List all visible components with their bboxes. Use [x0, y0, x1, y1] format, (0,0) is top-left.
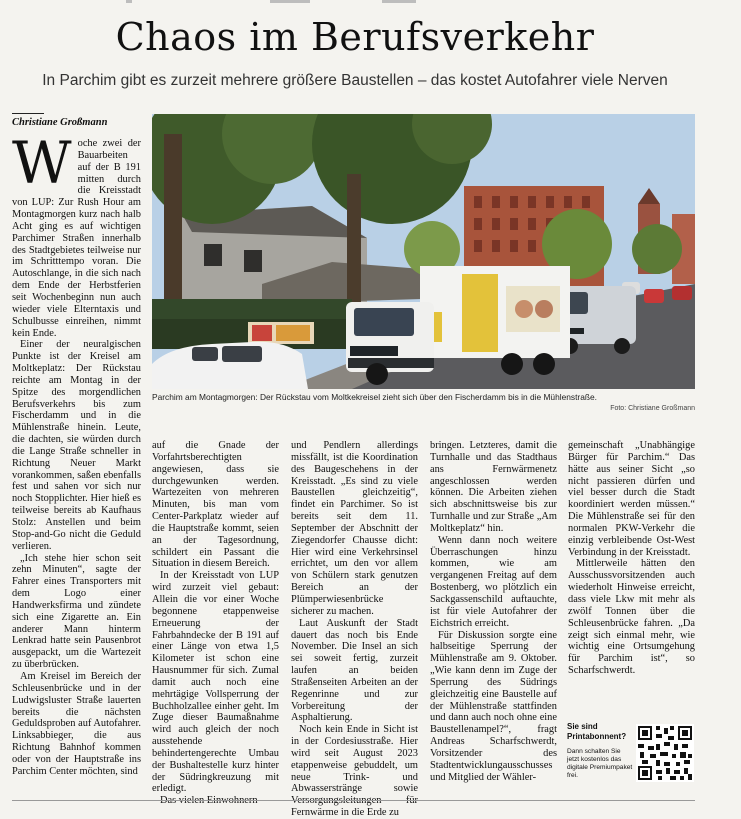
paragraph: und Pendlern allerdings missfällt, ist die Koordination des Baugeschehens in der Kreisstadt. „Es sind zu viele Baustellen gleichzeitig“, findet ein Parchimer. So ist bereits seit dem 11. September der Abschnitt der Ziegendorfer Chausse dicht: Hier wird eine Verkehrsinsel errichtet, um den vor allem von Schülern stark genutzen Bereich an der Plümperwiesenbrücke sicherer zu machen. — [291, 440, 418, 617]
paragraph: Noch kein Ende in Sicht ist in der Cordesiusstraße. Hier wird seit August 2023 etappenweise gebuddelt, um neue Trink- und Abwasserstränge sowie Versorgungsleitungen für Fernwärme in die Erde zu — [291, 724, 418, 819]
article-column-4 — [430, 440, 557, 790]
top-edge-marks — [0, 0, 741, 8]
paragraph: Einer der neuralgischen Punkte ist der Kreisel am Moltkeplatz: Der Rückstau reichte am Montag in der Spitze des morgendlichen Berufsverkehrs bis zum Fischerdamm und in die Mühlenstraße hinein. Leute, die dachten, sie würden durch die Lange Straße schneller in Richtung Neuer Markt vorankommen, saßen ebenfalls fest und sahen vor sich nur noch Stopplichter. Hier hieß es teilweise bereits ab Kaufhaus Stolz: Anstellen und beim Stop-and-Go nicht die Geduld verlieren. — [12, 339, 141, 552]
paragraph: Woche zwei der Bauarbeiten auf der B 191 mitten durch die Kreisstadt von LUP: Zur Rush Hour am Montagmorgen kurz nach halb Acht ging es auf wichtigen Parchimer Straßen innerhalb des Stadtgebietes teilweise nur im Schritttempo voran. Die Autoschlange, in die sich nach dem Ende der Herbstferien seit Wochenbeginn nun auch wieder viele Elterntaxis und Schulbusse einreihen, nimmt kein Ende. — [12, 129, 141, 339]
paragraph: Mittlerweile hätten den Ausschussvorsitzenden auch wiederholt Hinweise erreicht, dass viele Lkw mit mehr als zwölf Tonnen über die Schleusenbrücke fahren. „Da zeigt sich einmal mehr, wie wichtig eine Ortsumgehung für Parchim ist“, so Scharfschwerdt. — [568, 558, 695, 677]
author-rule — [12, 113, 44, 114]
photo-caption: Parchim am Montagmorgen: Der Rückstau vom Moltkekreisel zieht sich über den Fischerdamm bis in die Mühlenstraße. — [152, 392, 597, 402]
article-column-2 — [152, 440, 279, 807]
promo-title: Sie sind Printabonnent? — [567, 722, 627, 741]
article-photo — [152, 114, 695, 389]
paragraph: Für Diskussion sorgte eine halbseitige Sperrung der Mühlenstraße am 9. Oktober. „Wie kann denn im Zuge der Sperrung des Südrings gleichzeitig eine Baustelle auf der Mühlenstraße stattfinden und dann auch noch ohne eine Baustellenampel?“, fragt Andreas Scharfschwerdt, Vorsitzender des Stadtentwicklungausschusses und Mitglied der Wähler- — [430, 629, 557, 783]
article-column-1 — [12, 129, 141, 793]
promo-text: Dann schalten Sie jetzt kostenlos das digitale Premiumpaket frei. — [567, 748, 633, 779]
print-subscriber-promo — [567, 722, 707, 790]
article-headline: Chaos im Berufsverkehr — [115, 15, 595, 59]
paragraph: Das vielen Einwohnern — [160, 795, 258, 807]
article-column-5 — [568, 440, 695, 710]
dropcap: W — [12, 129, 72, 197]
author-byline: Christiane Großmann — [12, 117, 108, 128]
paragraph: „Ich stehe hier schon seit zehn Minuten“, sagte der Fahrer eines Transporters mit dem Logo einer Handwerksfirma und zündete sich eine Zigarette an. Ein anderer Mann hinterm Lenkrad hatte sein Pausenbrot ausgepackt, um die Wartezeit zu überbrücken. — [12, 552, 141, 671]
paragraph: auf die Gnade der Vorfahrtsberechtigten angewiesen, dass sie durchgewunken werden. Wartezeiten von mehreren Minuten, bis man vom Center-Parkplatz wieder auf die Hauptstraße kommt, seien an der Tagesordnung, schildert ein Passant die Situation in diesem Bereich. — [152, 440, 279, 570]
qr-code-icon[interactable] — [636, 724, 694, 782]
paragraph: gemeinschaft „Unabhängige Bürger für Parchim.“ Das hätte aus seiner Sicht „so nicht passieren dürfen und viel besser durch die Stadt koordiniert werden müssen.“ Die Mühlenstraße sei für den normalen PKW-Verkehr die einzig verbleibende Ost-West Verbindung in der Kreisstadt. — [568, 440, 695, 558]
article-subheadline: In Parchim gibt es zurzeit mehrere größere Baustellen – das kostet Autofahrer viele Nerven — [42, 72, 668, 89]
paragraph: Am Kreisel im Bereich der Schleusenbrücke und in der Ludwigsluster Straße lauerten bereits die nächsten Geduldsproben auf Autofahrer. Linksabbieger, die aus Richtung Bahnhof kommen oder von der Hauptstraße ins Parchim Center möchten, sind — [12, 670, 141, 777]
paragraph: Wenn dann noch weitere Überraschungen hinzu kommen, wie am vergangenen Freitag auf dem Bostenberg, wo plötzlich ein Sackgassenschild auftauchte, ist für viele Autofahrer der Eichstrich erreicht. — [430, 534, 557, 629]
photo-credit: Foto: Christiane Großmann — [610, 405, 695, 412]
paragraph: bringen. Letzteres, damit die Turnhalle und das Stadthaus ans Fernwärmenetz angeschlossen werden können. Die Arbeiten ziehen sich abschnittsweise bis zur Turnhalle und zur Straße „Am Moltkeplatz“ hin. — [430, 440, 557, 534]
footer-rule — [12, 800, 695, 801]
article-column-3 — [291, 440, 418, 819]
paragraph: In der Kreisstadt von LUP wird zurzeit viel gebaut: Allein die vor einer Woche begonnene etappenweise Erneuerung der Fahrbahndecke der B 191 auf einer Länge von etwa 1,5 Kilometer ist schon eine Hausnummer für sich. Zumal damit auch noch eine mehrtägige Vollsperrung der Buchholzallee einher geht. Im Zuge dieser Baumaßnahme wird auch gleich der noch ausstehende behindertengerechte Umbau der Bushaltestelle kurz hinter der Südringkreuzung mit erledigt. — [152, 570, 279, 795]
paragraph: Laut Auskunft der Stadt dauert das noch bis Ende November. Die Insel an sich sei soweit fertig, zurzeit laufen an beiden Straßenseiten Arbeiten an der Regenrinne und zur Vorbereitung der Asphaltierung. — [291, 617, 418, 724]
